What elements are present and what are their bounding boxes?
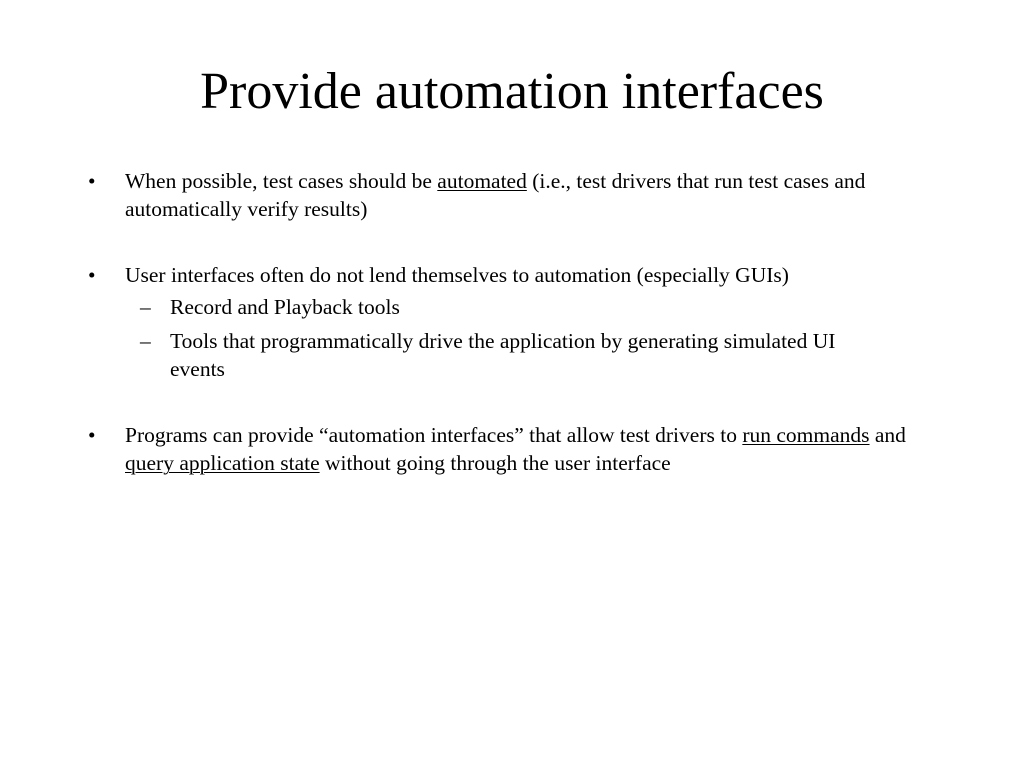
bullet-marker: • (88, 263, 96, 287)
bullet-marker: • (88, 169, 96, 193)
bullet-item (0, 421, 915, 477)
sub-bullet-item (125, 327, 870, 383)
sub-bullet-marker: – (140, 329, 151, 353)
underlined-term: query application state (125, 451, 320, 475)
underlined-term: automated (437, 169, 527, 193)
bullet-text (125, 423, 906, 475)
slide-title: Provide automation interfaces (200, 63, 824, 120)
bullet-text-segment: and (869, 423, 906, 447)
bullet-item (0, 167, 915, 223)
bullet-list (0, 167, 1024, 477)
underlined-term: run commands (742, 423, 870, 447)
bullet-text-segment: (i.e., test drivers that run test cases and automatically verify results) (125, 169, 866, 221)
sub-bullet-text: Record and Playback tools (170, 295, 400, 319)
sub-bullet-list (125, 293, 915, 383)
bullet-text-segment: User interfaces often do not lend themselves to automation (especially GUIs) (125, 263, 789, 287)
bullet-item (0, 261, 915, 383)
bullet-text (125, 169, 865, 221)
bullet-text-segment: When possible, test cases should be (125, 169, 438, 193)
bullet-text-segment: without going through the user interface (319, 451, 671, 475)
sub-bullet-text: Tools that programmatically drive the application by generating simulated UI events (170, 329, 836, 381)
bullet-marker: • (88, 423, 96, 447)
sub-bullet-item (125, 293, 870, 321)
bullet-text (125, 263, 789, 287)
sub-bullet-marker: – (140, 295, 151, 319)
bullet-text-segment: Programs can provide “automation interfaces” that allow test drivers to (125, 423, 743, 447)
